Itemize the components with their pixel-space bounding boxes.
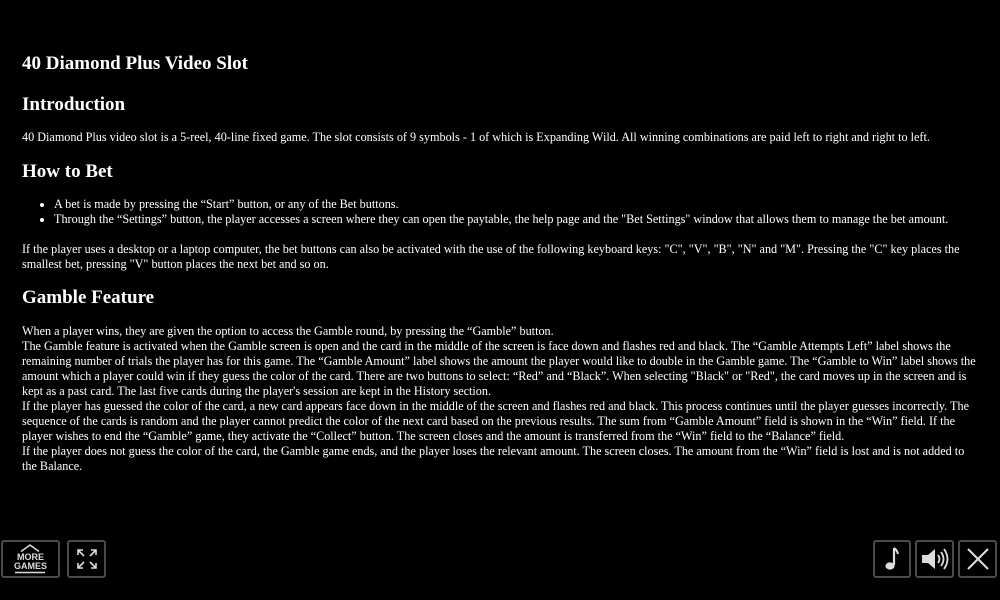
more-games-button[interactable] — [1, 540, 60, 578]
section-heading-introduction: Introduction — [22, 94, 126, 115]
music-button[interactable] — [873, 540, 911, 578]
section-heading-how-to-bet: How to Bet — [22, 161, 113, 182]
fullscreen-button[interactable] — [67, 540, 106, 578]
close-button[interactable] — [958, 540, 997, 578]
bet-instructions-list — [22, 197, 978, 227]
keyboard-keys-text: If the player uses a desktop or a laptop computer, the bet buttons can also be activated with the use of the following keyboard keys: "C", "V", "B", "N" and "M". Pressing the "C" key places the smallest bet, pressing "V" button places the next bet and so on. — [22, 242, 960, 271]
list-item: • A bet is made by pressing the “Start” button, or any of the Bet buttons. — [54, 197, 978, 212]
section-heading-gamble-feature: Gamble Feature — [22, 287, 155, 308]
more-games-label-line1: MORE — [16, 551, 44, 562]
gamble-paragraph: If the player does not guess the color of the card, the Gamble game ends, and the player loses the relevant amount. The screen closes. The amount from the “Win” field is lost and is not added to the Balance. — [22, 444, 965, 473]
more-games-label-line2: GAMES — [13, 560, 47, 571]
sound-button[interactable] — [915, 540, 954, 578]
help-content — [22, 0, 978, 474]
music-note-icon — [882, 546, 902, 572]
page-title: 40 Diamond Plus Video Slot — [22, 53, 248, 74]
gamble-paragraph: When a player wins, they are given the option to access the Gamble round, by pressing the “Gamble” button. — [22, 324, 554, 338]
house-icon — [19, 544, 41, 552]
expand-icon — [76, 548, 98, 570]
introduction-text: 40 Diamond Plus video slot is a 5-reel, 40-line fixed game. The slot consists of 9 symbols - 1 of which is Expanding Wild. All winning combinations are paid left to right and right to left. — [22, 130, 930, 144]
underline-icon — [15, 571, 45, 574]
speaker-icon — [920, 547, 950, 571]
gamble-feature-text — [22, 324, 978, 474]
close-icon — [966, 547, 990, 571]
list-item: • Through the “Settings” button, the player accesses a screen where they can open the paytable, the help page and the "Bet Settings" window that allows them to manage the bet amount. — [54, 212, 978, 227]
gamble-paragraph: If the player has guessed the color of the card, a new card appears face down in the middle of the screen and flashes red and black. This process continues until the player guesses incorrectly. The sequence of the cards is random and the player cannot predict the color of the next card based on the previous results. The sum from “Gamble Amount” field is shown in the “Win” field. If the player wishes to end the “Gamble” game, they activate the “Collect” button. The screen closes and the amount is transferred from the “Win” field to the “Balance” field. — [22, 399, 970, 443]
gamble-paragraph: The Gamble feature is activated when the Gamble screen is open and the card in the middle of the screen is face down and flashes red and black. The “Gamble Attempts Left” label shows the remaining number of trials the player has for this game. The “Gamble Amount” label shows the amount the player would like to double in the Gamble game. The “Gamble to Win” label shows the amount which a player could win if they guess the color of the card. There are two buttons to select: “Red” and “Black”. When selecting "Black" or "Red", the card moves up in the screen and is kept as a past card. The last five cards during the player's session are kept in the History section. — [22, 339, 976, 398]
